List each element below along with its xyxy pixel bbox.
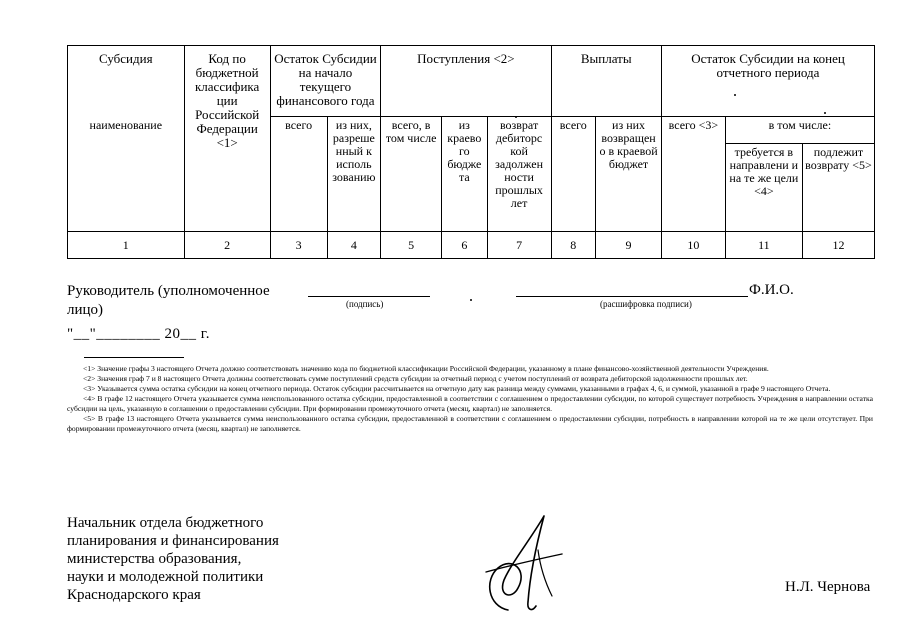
approver-name: Н.Л. Чернова	[785, 579, 871, 595]
column-number: 4	[327, 232, 381, 259]
footnote-5: <5> В графе 13 настоящего Отчета указывается сумма неиспользованного остатка субсидии, предоставленной в соответствии с соглашением о предоставлении субсидии, потребность в направлении которой на те же цели отсутствует. При формировании промежуточного отчета (месяц, квартал) не заполняется.	[67, 414, 873, 433]
approver-position-line: министерства образования,	[67, 551, 242, 567]
header-return-debt: возврат дебиторс кой задолжен ности прошлых лет	[487, 117, 551, 232]
footnotes	[67, 364, 873, 434]
handwritten-signature	[478, 510, 568, 620]
column-number: 1	[68, 232, 185, 259]
header-payments: Выплаты	[551, 46, 662, 117]
footnote-2: <2> Значения граф 7 и 8 настоящего Отчета должны соответствовать сумме поступлений средств субсидии за отчетный период с учетом поступлений от возврата дебиторской задолженности прошлых лет.	[83, 374, 748, 383]
header-receipts: Поступления <2>	[381, 46, 551, 117]
header-total-in: всего, в том числе	[381, 117, 442, 232]
column-number-row	[68, 232, 875, 259]
column-number: 8	[551, 232, 596, 259]
header-balance-start: Остаток Субсидии на начало текущего финансового года	[270, 46, 380, 117]
decode-line	[516, 296, 748, 297]
header-total-end: всего <3>	[662, 117, 726, 232]
header-total-out: всего	[551, 117, 596, 232]
header-to-return: подлежит возврату <5>	[802, 144, 874, 232]
header-bk-code: Код по бюджетной классифика ции Российской Федерации <1>	[184, 46, 270, 232]
approver-position	[67, 514, 327, 604]
header-total-start: всего	[270, 117, 327, 232]
header-including: в том числе:	[725, 117, 874, 144]
header-balance-end: Остаток Субсидии на конец отчетного периода	[662, 46, 875, 117]
decode-caption: (расшифровка подписи)	[600, 299, 692, 309]
approver-position-line: науки и молодежной политики	[67, 569, 264, 585]
footnote-3: <3> Указывается сумма остатка субсидии на конец отчетного периода. Остаток субсидии рассчитывается на отчетную дату как разница между суммами, указанными в графах 4, 6, и суммой, указанной в графе 9 настоящего Отчета.	[83, 384, 831, 393]
column-number: 5	[381, 232, 442, 259]
footnote-separator	[84, 357, 184, 358]
header-from-regional: из краево го бюдже та	[442, 117, 488, 232]
head-label: Руководитель (уполномоченное лицо)	[67, 283, 270, 318]
header-required: требуется в направлени и на те же цели <4>	[725, 144, 802, 232]
footnote-1: <1> Значение графы 3 настоящего Отчета должно соответствовать значению кода по бюджетной классификации Российской Федерации, указанному в плане финансово-хозяйственной деятельности Учреждения.	[83, 364, 769, 373]
signature-line	[308, 296, 430, 297]
fio-label: Ф.И.О.	[749, 282, 794, 298]
approver-position-line: Краснодарского края	[67, 587, 201, 603]
header-row-1	[68, 46, 875, 117]
scan-dot	[470, 299, 472, 301]
column-number: 9	[596, 232, 662, 259]
approver-position-line: планирования и финансирования	[67, 533, 279, 549]
subsidy-report-table	[67, 45, 875, 259]
scan-dot	[734, 94, 736, 96]
column-number: 10	[662, 232, 726, 259]
header-allowed: из них, разреше нный к исполь зованию	[327, 117, 381, 232]
date-line: "__"________ 20__ г.	[67, 326, 210, 342]
column-number: 2	[184, 232, 270, 259]
approver-position-line: Начальник отдела бюджетного	[67, 515, 264, 531]
column-number: 12	[802, 232, 874, 259]
scan-dot	[515, 116, 517, 118]
column-number: 6	[442, 232, 488, 259]
column-number: 11	[725, 232, 802, 259]
header-returned: из них возвращен о в краевой бюджет	[596, 117, 662, 232]
column-number: 3	[270, 232, 327, 259]
header-name: наименование	[68, 117, 185, 232]
header-subsidy: Субсидия	[68, 46, 185, 117]
scan-dot	[824, 112, 826, 114]
column-number: 7	[487, 232, 551, 259]
signature-caption: (подпись)	[346, 299, 384, 309]
footnote-4: <4> В графе 12 настоящего Отчета указывается сумма неиспользованного остатка субсидии, предоставленной в соответствии с соглашением о предоставлении субсидии, по которой существует потребность Учреждения в направлении остатка субсидии на цель, указанную в соглашении о предоставлении субсидии. При формировании промежуточного отчета (месяц, квартал) не заполняется.	[67, 394, 873, 413]
